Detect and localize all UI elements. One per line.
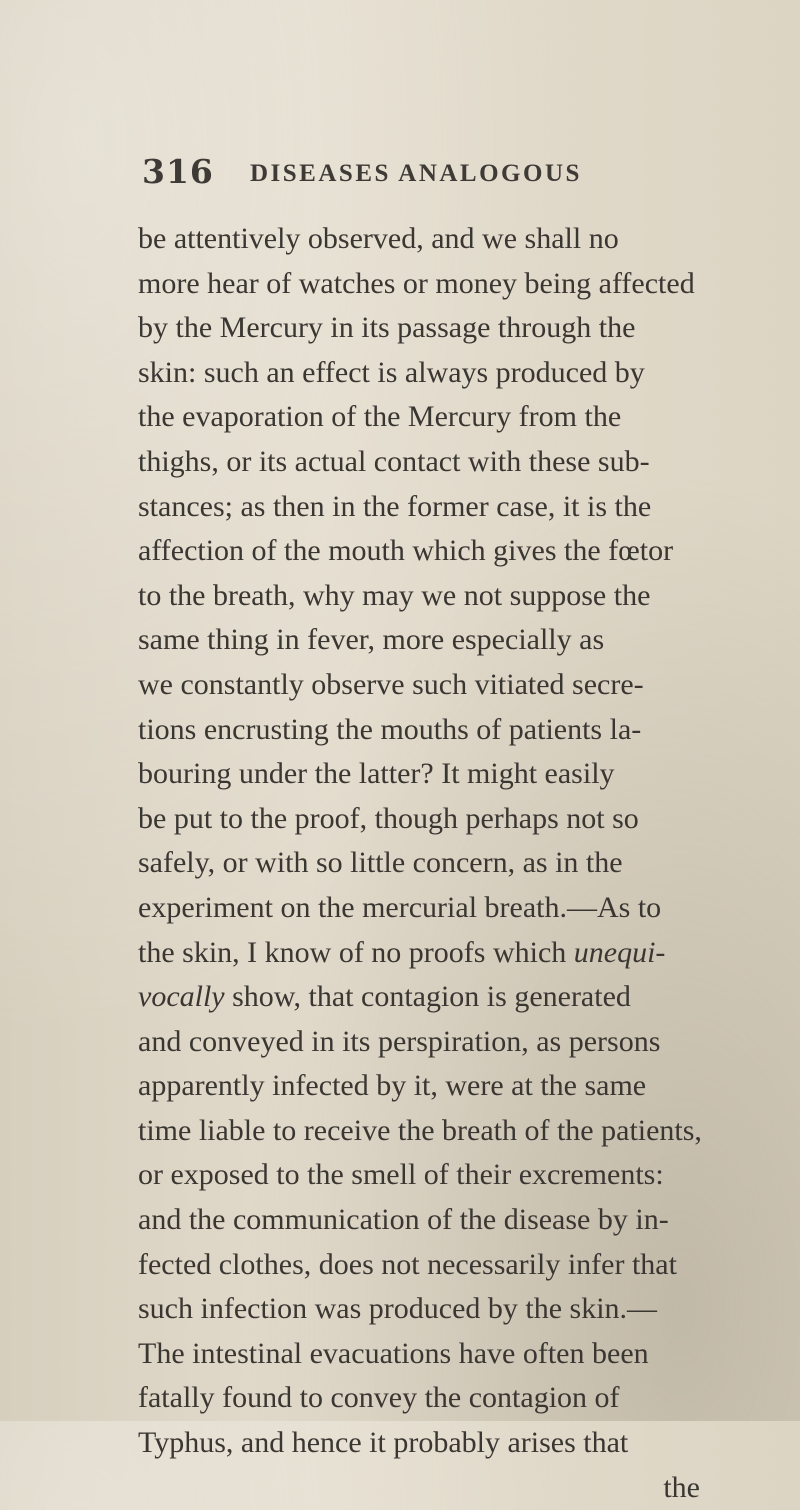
italic-word: vocally xyxy=(138,980,225,1014)
text-line: be put to the proof, though perhaps not so xyxy=(138,801,639,835)
running-title: DISEASES ANALOGOUS xyxy=(250,160,582,187)
text-line: time liable to receive the breath of the patients, xyxy=(138,1113,702,1147)
text-line: same thing in fever, more especially as xyxy=(138,623,605,657)
text-line: experiment on the mercurial breath.—As to xyxy=(138,890,662,924)
text-line: Typhus, and hence it probably arises that xyxy=(138,1426,629,1460)
text-line: or exposed to the smell of their excrements: xyxy=(138,1158,664,1192)
text-line: affection of the mouth which gives the fœtor xyxy=(138,534,674,568)
text-line: such infection was produced by the skin.— xyxy=(138,1292,658,1326)
text-line: tions encrusting the mouths of patients la- xyxy=(138,712,642,746)
text-line: by the Mercury in its passage through the xyxy=(138,311,636,345)
text-line: the evaporation of the Mercury from the xyxy=(138,400,622,434)
running-head xyxy=(142,152,702,202)
page-number: 316 xyxy=(142,152,214,191)
text-line: skin: such an effect is always produced by xyxy=(138,355,645,389)
italic-word: unequi- xyxy=(573,935,666,969)
text-line: The intestinal evacuations have often been xyxy=(138,1336,649,1370)
text-segment: show, that contagion is generated xyxy=(224,980,631,1014)
text-line: bouring under the latter? It might easily xyxy=(138,757,615,791)
text-line: and conveyed in its perspiration, as persons xyxy=(138,1024,661,1058)
text-line: apparently infected by it, were at the same xyxy=(138,1069,647,1103)
text-line: to the breath, why may we not suppose the xyxy=(138,578,651,612)
text-line: we constantly observe such vitiated secre- xyxy=(138,667,644,701)
text-line: safely, or with so little concern, as in the xyxy=(138,846,623,880)
text-segment: the skin, I know of no proofs which xyxy=(138,935,574,969)
body-text xyxy=(138,217,778,1510)
text-line: thighs, or its actual contact with these sub- xyxy=(138,444,650,478)
text-line xyxy=(138,975,778,1020)
text-line: be attentively observed, and we shall no xyxy=(138,222,619,255)
catchword: the xyxy=(663,1470,700,1504)
text-line: more hear of watches or money being affected xyxy=(138,266,695,300)
text-line: fected clothes, does not necessarily infer that xyxy=(138,1247,677,1281)
text-line: stances; as then in the former case, it is the xyxy=(138,489,652,523)
text-line xyxy=(138,931,778,976)
text-line: fatally found to convey the contagion of xyxy=(138,1381,620,1415)
text-line: and the communication of the disease by in- xyxy=(138,1203,669,1237)
